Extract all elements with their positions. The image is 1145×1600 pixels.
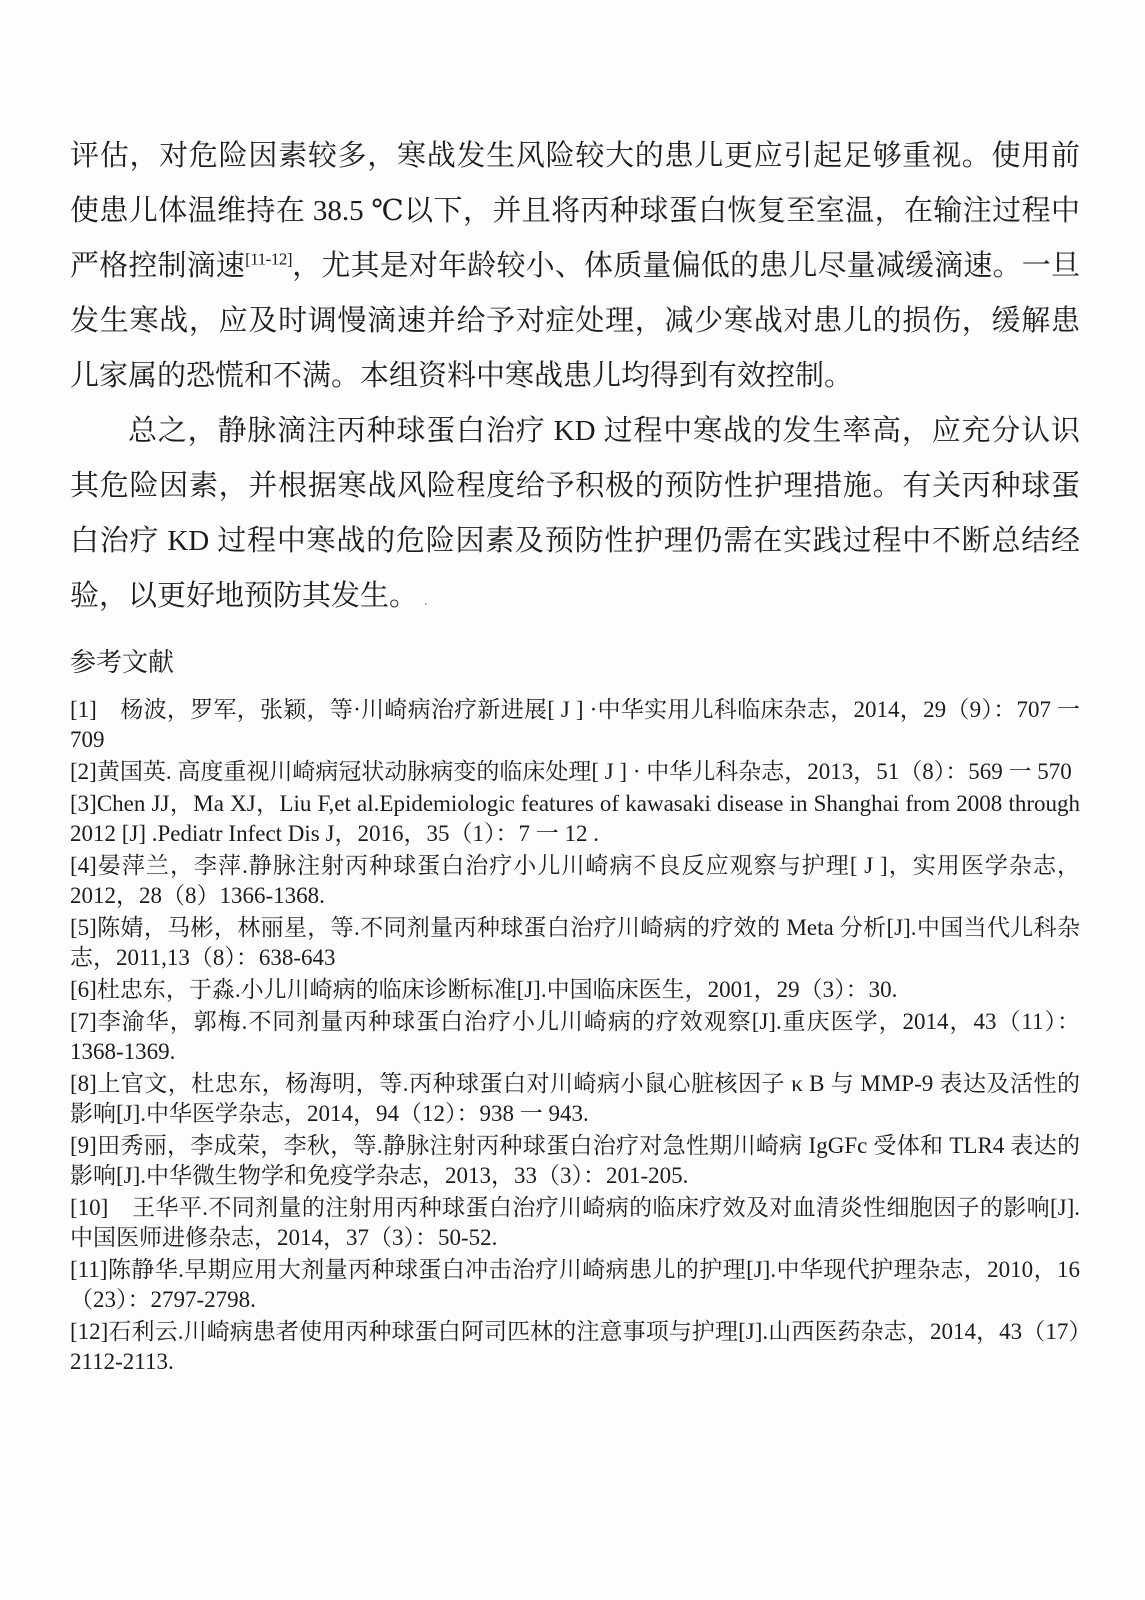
- reference-item: [6]杜忠东，于淼.小儿川崎病的临床诊断标准[J].中国临床医生，2001，29（3）：30.: [70, 977, 898, 1002]
- paragraph-text-before-citation: 评估，对危险因素较多，寒战发生风险较大的患儿更应引起足够重视。使用前使患儿体温维持在 38.5 ℃以下，并且将丙种球蛋白恢复至室温，在输注过程中严格控制滴速: [70, 140, 1080, 282]
- paragraph-text-after-citation: ，尤其是对年龄较小、体质量偏低的患儿尽量减缓滴速。一旦发生寒战，应及时调慢滴速并给予对症处理，减少寒战对患儿的损伤，缓解患儿家属的恐慌和不满。本组资料中寒战患儿均得到有效控制。: [70, 250, 1080, 392]
- body-paragraph-2: [70, 404, 1080, 629]
- reference-item: [1] 杨波，罗军，张颖，等·川崎病治疗新进展[ J ] ·中华实用儿科临床杂志，2014，29（9）：707 一 709: [70, 697, 1080, 752]
- reference-item: [4]晏萍兰，李萍.静脉注射丙种球蛋白治疗小儿川崎病不良反应观察与护理[ J ]，实用医学杂志，2012，28（8）1366-1368.: [70, 853, 1080, 908]
- reference-item: [2]黄国英. 高度重视川崎病冠状动脉病变的临床处理[ J ] · 中华儿科杂志，2013，51（8）：569 一 570: [70, 759, 1072, 784]
- reference-item: [8]上官文，杜忠东，杨海明，等.丙种球蛋白对川崎病小鼠心脏核因子 κ B 与 MMP-9 表达及活性的影响[J].中华医学杂志，2014，94（12）：938 一 943.: [70, 1071, 1080, 1126]
- reference-item: [10] 王华平.不同剂量的注射用丙种球蛋白治疗川崎病的临床疗效及对血清炎性细胞因子的影响[J].中国医师进修杂志，2014，37（3）：50-52.: [70, 1195, 1080, 1250]
- citation-superscript: [11-12]: [245, 249, 292, 269]
- references-heading: 参考文献: [70, 648, 175, 677]
- references-list: [70, 695, 1080, 1377]
- body-paragraph-1: [70, 129, 1080, 404]
- reference-item: [12]石利云.川崎病患者使用丙种球蛋白阿司匹林的注意事项与护理[J].山西医药杂志，2014，43（17）2112-2113.: [70, 1319, 1080, 1374]
- reference-item: [11]陈静华.早期应用大剂量丙种球蛋白冲击治疗川崎病患儿的护理[J].中华现代护理杂志，2010，16（23）：2797-2798.: [70, 1257, 1080, 1312]
- reference-item: [5]陈婧，马彬，林丽星，等.不同剂量丙种球蛋白治疗川崎病的疗效的 Meta 分析[J].中国当代儿科杂志，2011,13（8）：638-643: [70, 915, 1080, 970]
- reference-item: [9]田秀丽，李成荣，李秋，等.静脉注射丙种球蛋白治疗对急性期川崎病 IgGFc 受体和 TLR4 表达的影响[J].中华微生物学和免疫学杂志，2013，33（3）：201-205.: [70, 1133, 1080, 1188]
- scan-artifact-dot: .: [424, 593, 428, 609]
- reference-item: [7]李渝华，郭梅.不同剂量丙种球蛋白治疗小儿川崎病的疗效观察[J].重庆医学，2014，43（11）：1368-1369.: [70, 1009, 1080, 1064]
- paragraph-text: 总之，静脉滴注丙种球蛋白治疗 KD 过程中寒战的发生率高，应充分认识其危险因素，并根据寒战风险程度给予积极的预防性护理措施。有关丙种球蛋白治疗 KD 过程中寒战的危险因素及预防性护理仍需在实践过程中不断总结经验，以更好地预防其发生。: [70, 415, 1080, 612]
- reference-item: [3]Chen JJ，Ma XJ，Liu F,et al.Epidemiologic features of kawasaki disease in Shanghai from 2008 through 2012 [J] .Pediatr Infect Dis J，2016，35（1）：7 一 12 .: [70, 791, 1080, 846]
